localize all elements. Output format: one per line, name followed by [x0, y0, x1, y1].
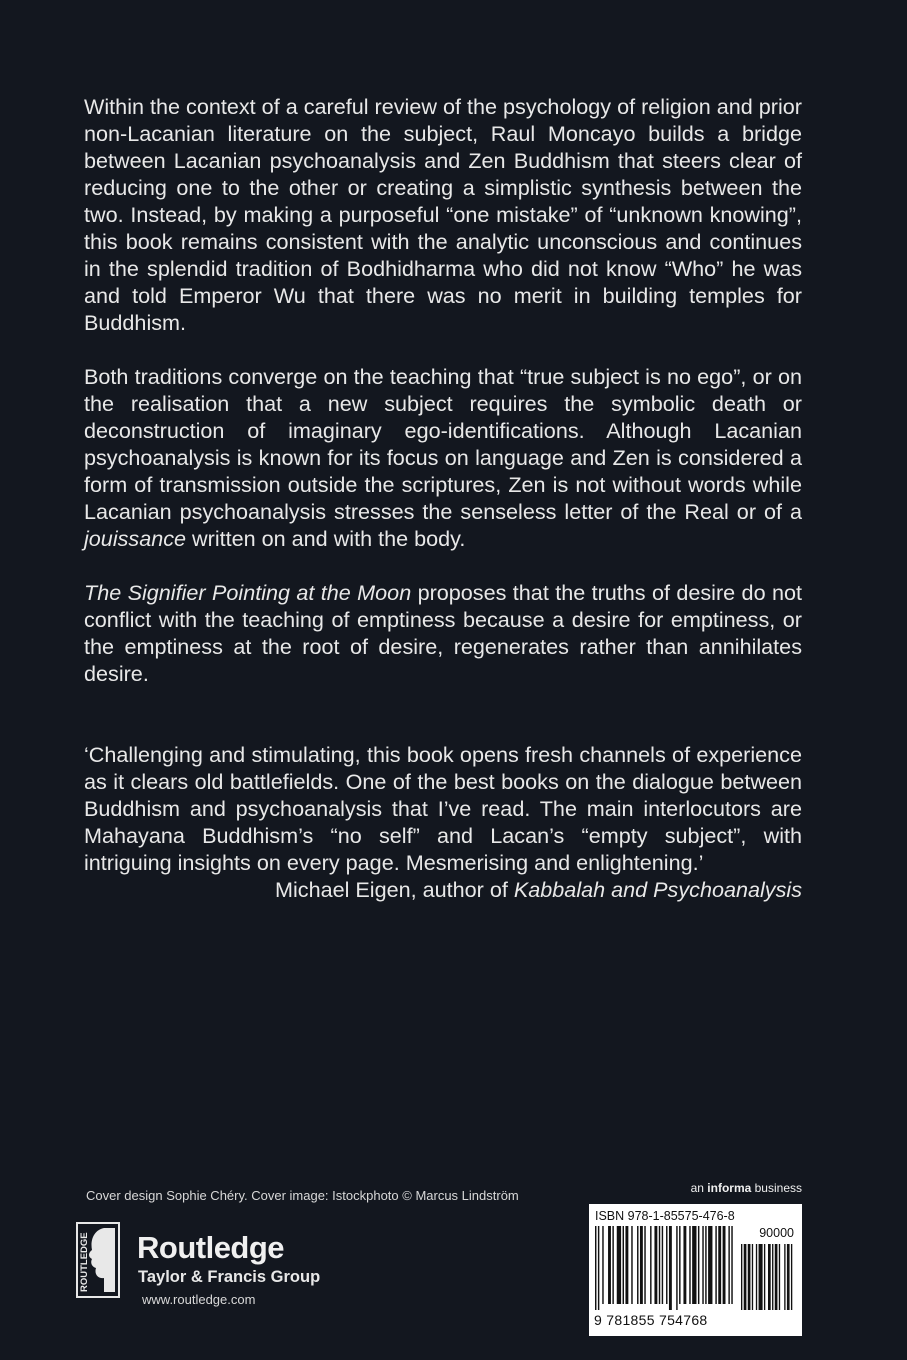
barcode-bar	[715, 1226, 716, 1304]
blurb-paragraph-2	[84, 363, 802, 552]
barcode-bar	[764, 1244, 765, 1310]
barcode-bar	[595, 1226, 596, 1310]
barcode-bar	[637, 1226, 638, 1304]
barcode-bar	[756, 1244, 757, 1310]
barcode-bar	[640, 1226, 643, 1304]
barcode-bar	[779, 1244, 780, 1310]
barcode-bar	[708, 1226, 712, 1304]
blurb-paragraph-1: Within the context of a careful review of the psychology of religion and prior non-Lacanian literature on the subject, Raul Moncayo builds a bridge between Lacanian psychoanalysis and Zen Buddhism that steers clear of reducing one to the other or creating a simplistic synthesis between the two. Instead, by making a purposeful “one mistake” of “unknown knowing”, this book remains consistent with the analytic unconscious and continues in the splendid tradition of Bodhidharma who did not know “Who” he was and told Emperor Wu that there was no merit in building temples for Buddhism.	[84, 94, 802, 335]
book-title: The Signifier Pointing at the Moon	[84, 580, 412, 605]
barcode-bar	[698, 1226, 699, 1304]
barcode-bar	[679, 1226, 680, 1304]
endorsement	[84, 741, 802, 903]
blurb-p2-text-a: Both traditions converge on the teaching that “true subject is no ego”, or on the realisation that a new subject requires the symbolic death or deconstruction of imaginary ego-identifications. Although Lacanian psychoanalysis is known for its focus on language and Zen is considered a form of transmission outside the scriptures, Zen is not without words while Lacanian psychoanalysis stresses the senseless letter of the Real or of a	[84, 364, 802, 524]
barcode-bar	[705, 1226, 706, 1304]
barcode-bar	[617, 1226, 621, 1304]
publisher-logo	[76, 1222, 336, 1312]
barcode-bar	[728, 1226, 729, 1304]
barcode-bar	[676, 1226, 677, 1310]
barcode-bar	[723, 1226, 726, 1304]
blurb-p2-text-b: written on and with the body.	[186, 526, 466, 551]
endorsement-quote: ‘Challenging and stimulating, this book opens fresh channels of experience as it clears old battlefields. One of the best books on the dialogue between Buddhism and psychoanalysis that I’ve read. The main interlocutors are Mahayana Buddhism’s “no self” and Lacan’s “empty subject”, with intriguing insights on every page. Mesmerising and enlightening.’	[84, 742, 802, 875]
blurb-p3-text: proposes that the truths of desire do not conflict with the teaching of emptiness because a desire for emptiness, or the emptiness at the root of desire, regenerates rather than annihilates desire.	[84, 580, 802, 686]
attribution-book-title: Kabbalah and Psychoanalysis	[513, 877, 802, 902]
barcode-panel	[589, 1204, 802, 1336]
blurb-paragraph-3	[84, 579, 802, 687]
barcode-bar	[683, 1226, 686, 1304]
barcode-bar	[669, 1226, 672, 1310]
barcode-bar	[772, 1244, 773, 1310]
barcode-bar	[612, 1226, 613, 1304]
barcode-bar	[650, 1226, 651, 1304]
ean-digits: 9 781855 754768	[594, 1312, 708, 1328]
back-cover-blurb	[84, 93, 802, 687]
barcode-bar	[625, 1226, 628, 1304]
barcode-bar	[775, 1244, 778, 1310]
barcode-bar	[768, 1244, 771, 1310]
barcode-bar	[759, 1244, 763, 1310]
barcode-bar	[744, 1244, 747, 1310]
barcode-bar	[748, 1244, 751, 1310]
isbn-label: ISBN 978-1-85575-476-8	[595, 1209, 735, 1223]
barcode-bar	[602, 1226, 603, 1304]
informa-tagline	[691, 1181, 802, 1195]
barcode-bar	[718, 1226, 721, 1304]
barcode-bar	[692, 1226, 696, 1304]
ean-barcode-icon	[595, 1226, 733, 1310]
barcode-bar	[608, 1226, 611, 1304]
barcode-bar	[662, 1226, 663, 1304]
attribution-author: Michael Eigen, author of	[275, 877, 514, 902]
barcode-bar	[787, 1244, 790, 1310]
barcode-bar	[666, 1226, 667, 1304]
barcode-bar	[702, 1226, 703, 1304]
barcode-bar	[784, 1244, 785, 1310]
barcode-bar	[644, 1226, 645, 1304]
informa-prefix: an	[690, 1181, 708, 1195]
barcode-bar	[741, 1244, 742, 1310]
barcode-bar	[631, 1226, 632, 1304]
publisher-url: www.routledge.com	[142, 1292, 256, 1307]
barcode-bar	[791, 1244, 792, 1310]
blurb-p2-italic: jouissance	[84, 526, 187, 551]
barcode-bar	[659, 1226, 660, 1304]
barcode-bar	[731, 1226, 732, 1304]
cover-credit: Cover design Sophie Chéry. Cover image: Istockphoto © Marcus Lindström	[86, 1188, 519, 1203]
publisher-name: Routledge	[137, 1230, 285, 1265]
endorsement-attribution	[84, 876, 802, 903]
informa-brand: informa	[707, 1181, 752, 1195]
barcode-bar	[654, 1226, 657, 1304]
informa-suffix: business	[751, 1181, 802, 1195]
routledge-mark-text: ROUTLEDGE	[79, 1232, 90, 1292]
routledge-mark-icon	[76, 1222, 120, 1298]
addon-barcode-icon	[741, 1244, 795, 1310]
barcode-bar	[689, 1226, 690, 1304]
barcode-bar	[752, 1244, 753, 1310]
publisher-group: Taylor & Francis Group	[138, 1268, 321, 1286]
price-code: 90000	[759, 1226, 794, 1240]
barcode-bar	[623, 1226, 624, 1304]
barcode-bar	[598, 1226, 599, 1310]
